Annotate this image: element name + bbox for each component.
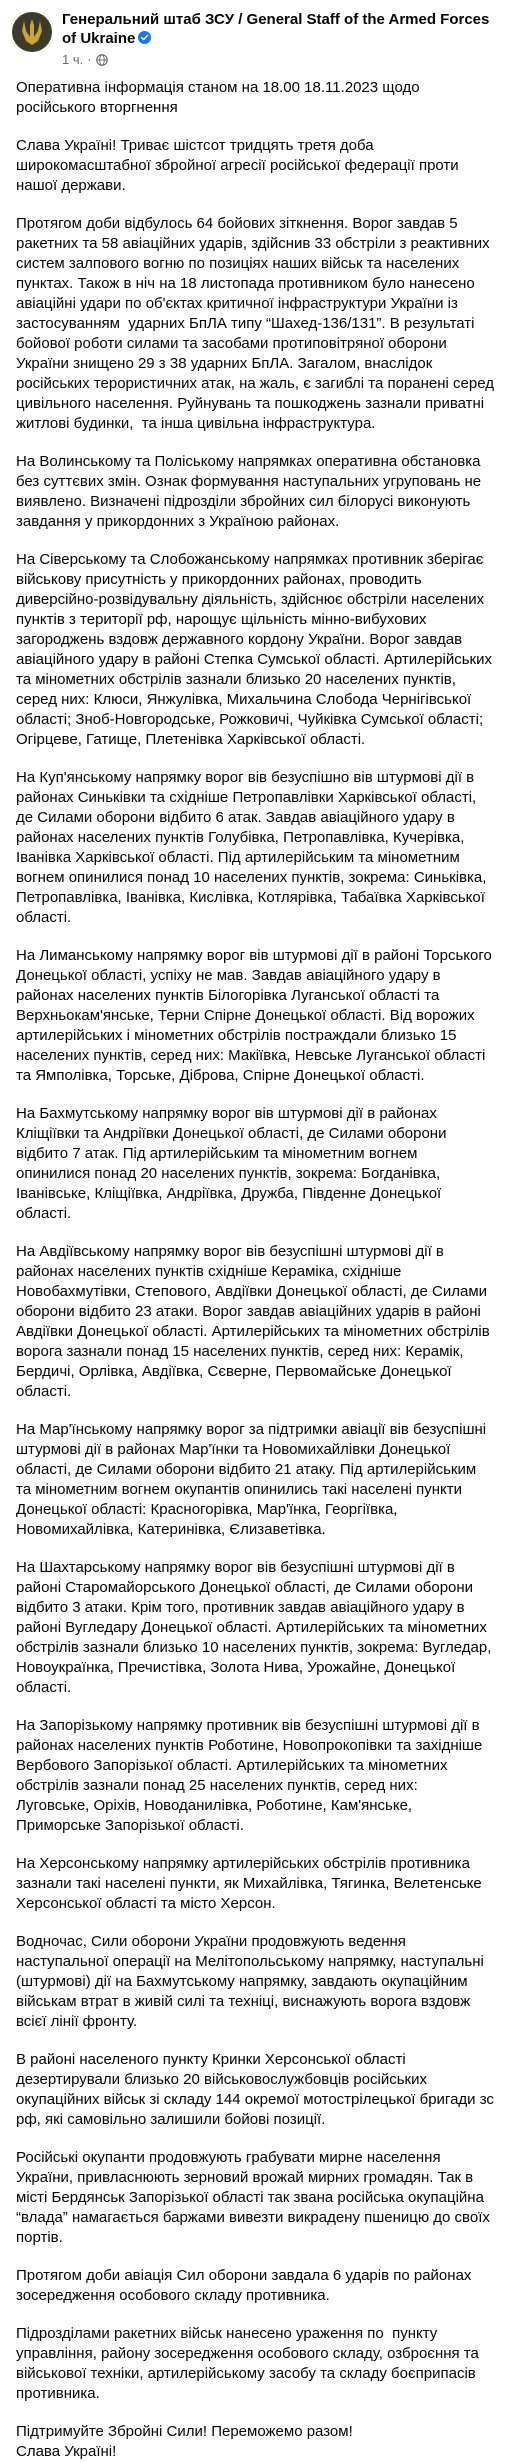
post-paragraph: На Шахтарському напрямку ворог вів безуспішні штурмові дії в районі Старомайорського Донецької області, де Силами оборони відбито 3 атаки. Крім того, противник завдав авіаційного удару в районі Вугледару Донецької області. Артилерійських та мінометних обстрілів зазнали близько 10 населених пунктів, зокрема: Вугледар, Новоукраїнка, Пречистівка, Золота Нива, Урожайне, Донецької області. <box>16 1559 496 1696</box>
post-paragraph: На Авдіївському напрямку ворог вів безуспішні штурмові дії в районах населених пунктів східніше Кераміка, східніше Новобахмутівки, Степового, Авдіївки Донецької області, де Силами оборони відбито 23 атаки. Ворог завдав авіаційних ударів в районі Авдіївки Донецької області. Артилерійських та мінометних обстрілів ворога зазнали понад 15 населених пунктів, серед них: Керамік, Бердичі, Орлівка, Авдіївка, Сєверне, Первомайське Донецької області. <box>16 1243 494 1400</box>
post-paragraph: На Лиманському напрямку ворог вів штурмові дії в районі Торського Донецької області, успіху не мав. Завдав авіаційного удару в районах населених пунктів Білогорівка Луганської області та Верхньокам'янське, Терни Спірне Донецької області. Від ворожих артилерійських і мінометних обстрілів постраждали близько 15 населених пунктів, серед них: Макіївка, Невське Луганської області та Ямполівка, Торське, Діброва, Спірне Донецької області. <box>16 947 497 1084</box>
post-paragraph: На Запорізькому напрямку противник вів безуспішні штурмові дії в районах населених пунктів Роботине, Новопрокопівки та західніше Вербового Запорізької області. Артилерійських та мінометних обстрілів зазнали понад 25 населених пунктів, серед них: Луговське, Оріхів, Новоданилівка, Роботине, Кам'янське, Приморське Запорізької області. <box>16 1717 487 1834</box>
verified-badge-icon <box>138 31 151 44</box>
meta-separator: · <box>87 52 92 67</box>
post-paragraph: На Сіверському та Слобожанському напрямках противник зберігає військову присутність у прикордонних районах, проводить диверсійно-розвідувальну діяльність, здійснює обстріли населених пунктів з території рф, нарощує щільність мінно-вибухових загороджень вздовж державного кордону України. Ворог завдав авіаційного удару в районі Степка Сумської області. Артилерійських та мінометних обстрілів зазнали близько 20 населених пунктів, серед них: Клюси, Янжулівка, Михальчина Слобода Чернігівської області; Зноб-Новгородське, Рожковичі, Чуйківка Сумської області; Огірцеве, Гатище, Плетенівка Харківської області. <box>16 551 497 748</box>
post-header <box>0 0 506 78</box>
post-paragraph: На Волинському та Поліському напрямках оперативна обстановка без суттєвих змін. Ознак формування наступальних угруповань не виявлено. Визначені підрозділи збройних сил білорусі виконують завдання у прикордонних з Україною районах. <box>16 453 486 530</box>
post-paragraph: Російські окупанти продовжують грабувати мирне населення України, привласнюють зерновий врожай мирних громадян. Так в місті Бердянськ Запорізької області так звана російська окупаційна “влада” намагається баржами вивезти викрадену пшеницю до своїх портів. <box>16 2149 495 2246</box>
post-paragraph: На Мар'їнському напрямку ворог за підтримки авіації вів безуспішні штурмові дії в районах Мар'їнки та Новомихайлівки Донецької області, де Силами оборони відбито 21 атаку. Під артилерійським та мінометним вогнем окупантів опинились такі населені пункти Донецької області: Красногорівка, Мар'їнка, Георгіївка, Новомихайлівка, Катеринівка, Єлизаветівка. <box>16 1421 491 1538</box>
post-body <box>0 78 506 2462</box>
post-paragraph: В районі населеного пункту Кринки Херсонської області дезертирували близько 20 військовослужбовців російських окупаційних військ зі складу 144 окремої мотострілецької бригади зс рф, які самовільно залишили бойові позиції. <box>16 2051 499 2128</box>
post-paragraph: На Куп'янському напрямку ворог вів безуспішно вів штурмові дії в районах Синьківки та східніше Петропавлівки Харківської області, де Силами оборони відбито 6 атак. Завдав авіаційного удару в районах населених пунктів Голубівка, Петропавлівка, Кучерівка, Іванівка Харківської області. Під артилерійським та мінометним вогнем опинилися понад 10 населених пунктів, зокрема: Синьківка, Петропавлівка, Іванівка, Кислівка, Котлярівка, Табаївка Харківської області. <box>16 769 491 926</box>
page-avatar[interactable] <box>12 12 52 52</box>
page-name[interactable]: Генеральний штаб ЗСУ / General Staff of the Armed Forces of Ukraine <box>62 11 490 47</box>
post-paragraph: Підрозділами ракетних військ нанесено ураження по пункту управління, району зосередження особового складу, озброєння та військової техніки, артилерійському засобу та складу боєприпасів противника. <box>16 2325 484 2402</box>
post-paragraph: Слава Україні! Триває шістсот тридцять третя доба широкомасштабної збройної агресії російської федерації проти нашої держави. <box>16 137 463 194</box>
post-paragraph: На Херсонському напрямку артилерійських обстрілів противника зазнали такі населені пункти, як Михайлівка, Тягинка, Велетенське Херсонської області та місто Херсон. <box>16 1855 486 1912</box>
post-paragraph: Оперативна інформація станом на 18.00 18.11.2023 щодо російського вторгнення <box>16 79 424 116</box>
post-paragraph: На Бахмутському напрямку ворог вів штурмові дії в районах Кліщіївки та Андріївки Донецької області, де Силами оборони відбито 7 атак. Під артилерійським та мінометним вогнем опинилися понад 20 населених пунктів, зокрема: Богданівка, Іванівське, Кліщіївка, Андріївка, Дружба, Південне Донецької області. <box>16 1105 451 1222</box>
post-closing-line: Слава Україні! <box>16 2443 117 2460</box>
page-name-link[interactable] <box>62 10 492 48</box>
post-paragraph: Протягом доби авіація Сил оборони завдала 6 ударів по районах зосередження особового складу противника. <box>16 2267 476 2304</box>
post-paragraph: Підтримуйте Збройні Сили! Переможемо разом! <box>16 2423 353 2440</box>
trident-emblem-icon <box>19 17 45 47</box>
post-timestamp[interactable]: 1 ч. <box>62 52 84 67</box>
post-paragraph: Протягом доби відбулось 64 бойових зіткнення. Ворог завдав 5 ракетних та 58 авіаційних ударів, здійснив 33 обстріли з реактивних систем залпового вогню по позиціях наших військ та населених пунктах. Також в ніч на 18 листопада противником було нанесено авіаційні удари по об'єктах критичної інфраструктури України із застосуванням ударних БпЛА типу “Шахед-136/131”. В результаті бойової роботи силами та засобами протиповітряної оборони України знищено 29 з 38 ударних БпЛА. Загалом, внаслідок російських терористичних атак, на жаль, є загиблі та поранені серед цивільного населення. Руйнувань та пошкоджень зазнали приватні житлові будинки, та інша цивільна інфраструктура. <box>16 215 499 432</box>
post-paragraph: Водночас, Сили оборони України продовжують ведення наступальної операції на Мелітопольському напрямку, наступальні (штурмові) дії на Бахмутському напрямку, завдають окупаційним військам втрат в живій силі та техніці, виснажують ворога вздовж всієї лінії фронту. <box>16 1933 488 2030</box>
globe-icon[interactable] <box>96 54 108 66</box>
post-meta <box>62 52 108 67</box>
